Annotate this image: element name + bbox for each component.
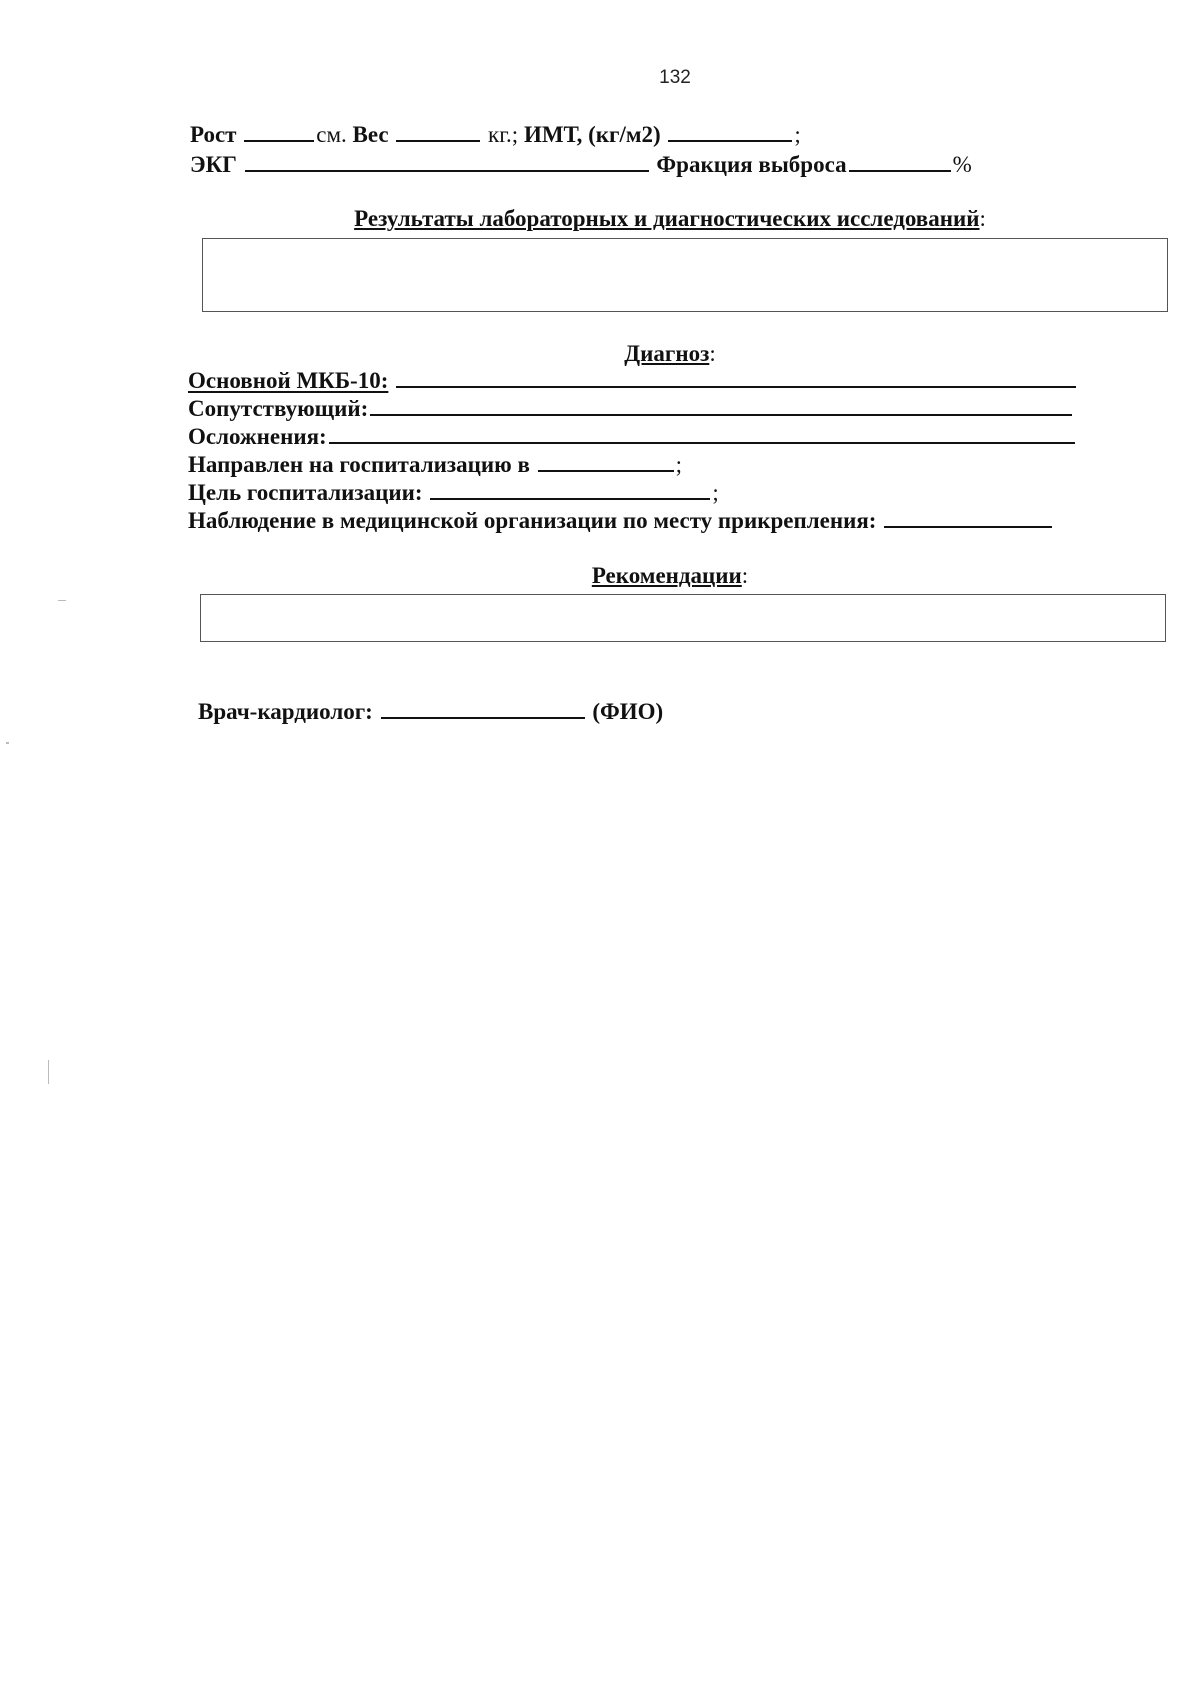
goal-field[interactable] — [430, 478, 710, 500]
diagnosis-title: Диагноз: — [624, 341, 716, 366]
height-unit: см. — [316, 122, 347, 147]
observation-label: Наблюдение в медицинской организации по месту прикрепления: — [188, 508, 877, 533]
signature-field[interactable] — [381, 697, 585, 719]
page-number: 132 — [659, 67, 691, 88]
goal-label: Цель госпитализации: — [188, 480, 423, 505]
height-label: Рост — [190, 122, 237, 147]
bmi-label: ИМТ, (кг/м2) — [523, 122, 661, 147]
observation-row — [188, 506, 1054, 535]
recommendations-title: Рекомендации: — [591, 563, 749, 588]
height-field[interactable] — [244, 120, 314, 142]
scan-speck — [48, 1060, 49, 1084]
signature-row — [198, 697, 663, 726]
lab-section-title: Результаты лабораторных и диагностических исследований: — [354, 206, 986, 231]
ef-field[interactable] — [849, 150, 951, 172]
main-diagnosis-row — [188, 366, 1088, 395]
lab-results-box[interactable] — [202, 238, 1168, 312]
ef-unit: % — [952, 152, 972, 177]
concomitant-label: Сопутствующий: — [188, 396, 369, 421]
scan-speck — [6, 742, 9, 744]
complications-field[interactable] — [329, 422, 1075, 444]
concomitant-field[interactable] — [370, 394, 1072, 416]
referred-row — [188, 450, 682, 479]
concomitant-row — [188, 394, 1074, 423]
complications-row — [188, 422, 1077, 451]
referred-label: Направлен на госпитализацию в — [188, 452, 530, 477]
ecg-label: ЭКГ — [190, 152, 237, 177]
main-diagnosis-label: Основной МКБ-10: — [188, 368, 389, 393]
referred-field[interactable] — [538, 450, 674, 472]
vitals-row-1 — [190, 120, 801, 149]
bmi-end: ; — [794, 122, 801, 147]
referred-end: ; — [675, 452, 683, 477]
observation-field[interactable] — [884, 506, 1052, 528]
cardiologist-label: Врач-кардиолог: — [198, 699, 373, 724]
ef-label: Фракция выброса — [656, 152, 847, 177]
main-diagnosis-field[interactable] — [396, 366, 1076, 388]
vitals-row-2 — [190, 150, 972, 179]
ecg-field[interactable] — [245, 150, 649, 172]
goal-row — [188, 478, 719, 507]
bmi-field[interactable] — [668, 120, 792, 142]
weight-field[interactable] — [396, 120, 480, 142]
recommendations-box[interactable] — [200, 594, 1166, 642]
goal-end: ; — [712, 480, 719, 505]
fio-label: (ФИО) — [592, 699, 664, 724]
weight-unit: кг.; — [488, 122, 519, 147]
weight-label: Вес — [352, 122, 389, 147]
complications-label: Осложнения: — [188, 424, 327, 449]
scan-speck — [58, 600, 66, 601]
